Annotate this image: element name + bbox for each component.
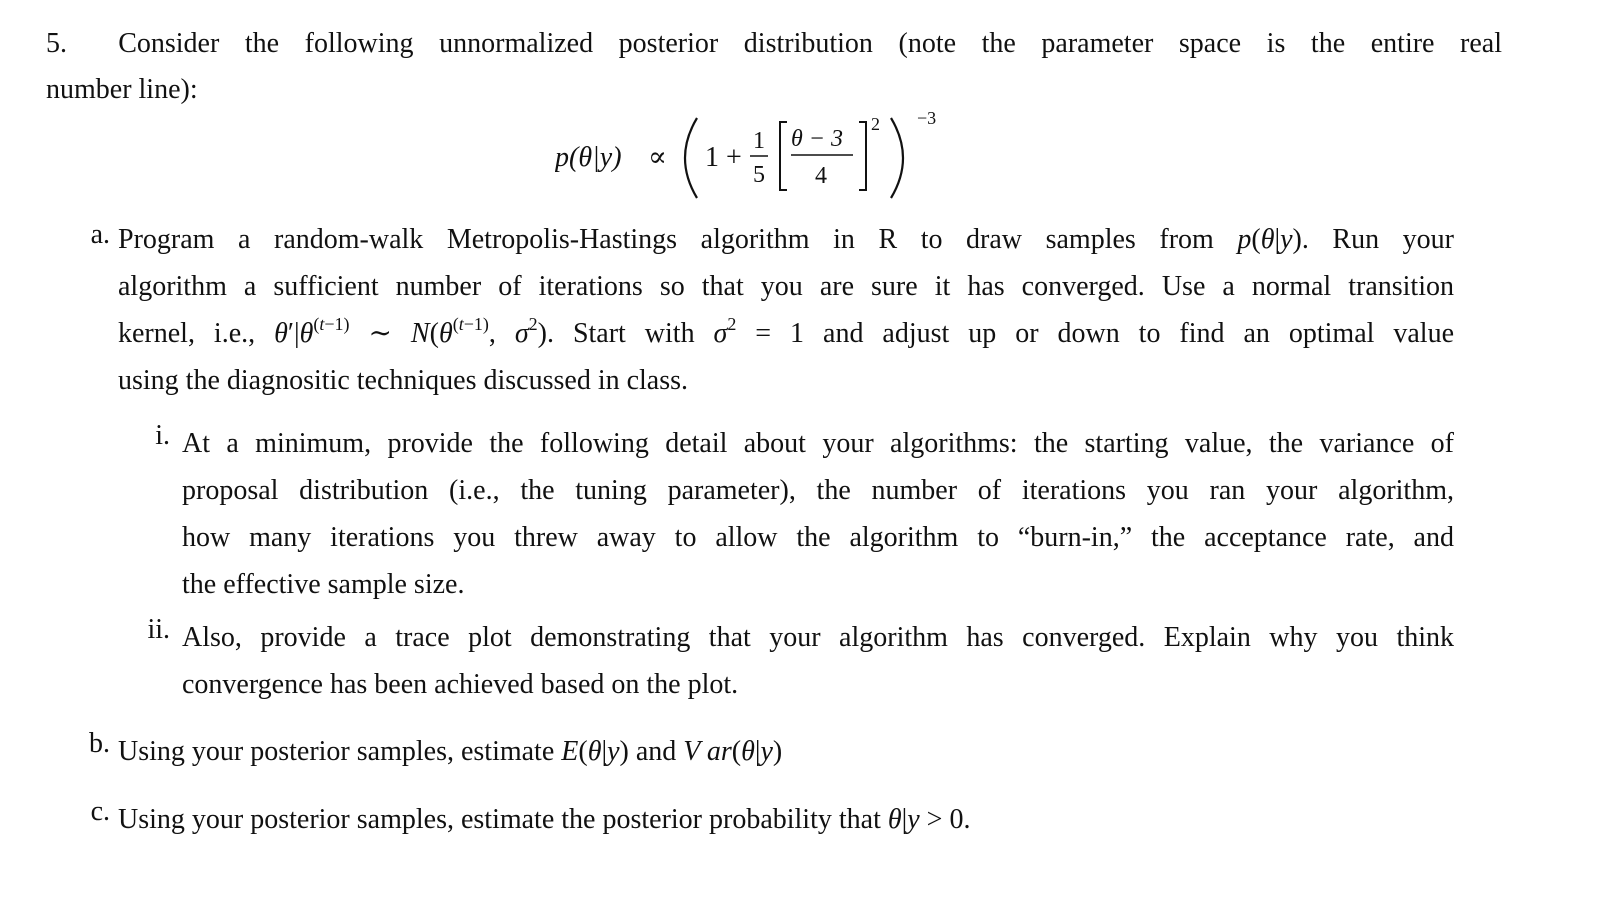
sub-ii-text xyxy=(182,614,1454,708)
inner-numerator: θ − 3 xyxy=(791,126,843,152)
sub-i-line-2: proposal distribution (i.e., the tuning parameter), the number of iterations you ran your algorithm, xyxy=(182,475,1454,506)
equation-proportional-symbol: ∝ xyxy=(648,142,667,173)
part-a-line-3: kernel, i.e., $\theta'|\theta^{(t-1)}$ ∼ $N(\theta^{(t-1)}$, $\sigma^2$). Start with $\sigma^2 = 1$ and adjust up or down to find an optimal value xyxy=(118,314,1455,349)
sub-ii-label: ii. xyxy=(147,614,170,645)
problem-number: 5. xyxy=(46,28,67,59)
part-a-line-2: algorithm a sufficient number of iterations so that you are sure it has converged. Use a normal transition xyxy=(118,271,1454,302)
right-paren xyxy=(891,118,903,198)
inner-exponent: 2 xyxy=(871,114,880,134)
part-b-text xyxy=(118,728,1454,775)
sub-ii-line-1: Also, provide a trace plot demonstrating that your algorithm has converged. Explain why you think xyxy=(182,622,1454,653)
sub-i-line-3: how many iterations you threw away to allow the algorithm to “burn-in,” the acceptance rate, and xyxy=(182,522,1454,553)
sub-ii-line-2: convergence has been achieved based on the plot. xyxy=(182,669,739,700)
outer-exponent: −3 xyxy=(917,108,937,128)
left-paren xyxy=(685,118,697,198)
sub-i-line-4: the effective sample size. xyxy=(182,569,465,600)
part-c-label: c. xyxy=(90,796,110,827)
problem-intro-line-2: number line): xyxy=(46,74,198,105)
problem-intro-text: Consider the following unnormalized posterior distribution (note the parameter space is the entire real xyxy=(118,28,1503,59)
part-a-line-1: Program a random-walk Metropolis-Hastings algorithm in R to draw samples from p(θ|y). Run your xyxy=(118,224,1455,255)
left-bracket xyxy=(780,122,787,190)
part-c-text xyxy=(118,796,1454,843)
right-bracket xyxy=(859,122,866,190)
inner-denominator: 4 xyxy=(815,163,827,189)
fraction-denominator: 5 xyxy=(753,162,765,188)
sub-i-line-1: At a minimum, provide the following detail about your algorithms: the starting value, the variance of xyxy=(182,428,1454,459)
sub-i-label: i. xyxy=(155,420,170,451)
fraction-numerator: 1 xyxy=(753,128,765,154)
part-a-label: a. xyxy=(90,219,110,250)
part-b-label: b. xyxy=(89,728,110,759)
sub-i-text xyxy=(182,420,1454,608)
part-a-text xyxy=(118,216,1454,404)
posterior-equation xyxy=(555,100,975,220)
part-b-line: Using your posterior samples, estimate E(θ|y) and V ar(θ|y) xyxy=(118,736,783,767)
part-a-line-4: using the diagnositic techniques discussed in class. xyxy=(118,365,689,396)
problem-intro-line-1 xyxy=(46,21,1502,67)
equation-one-plus: 1 + xyxy=(705,142,742,173)
equation-lhs: p(θ|y) xyxy=(555,142,622,173)
part-c-line: Using your posterior samples, estimate the posterior probability that θ|y > 0. xyxy=(118,804,971,835)
